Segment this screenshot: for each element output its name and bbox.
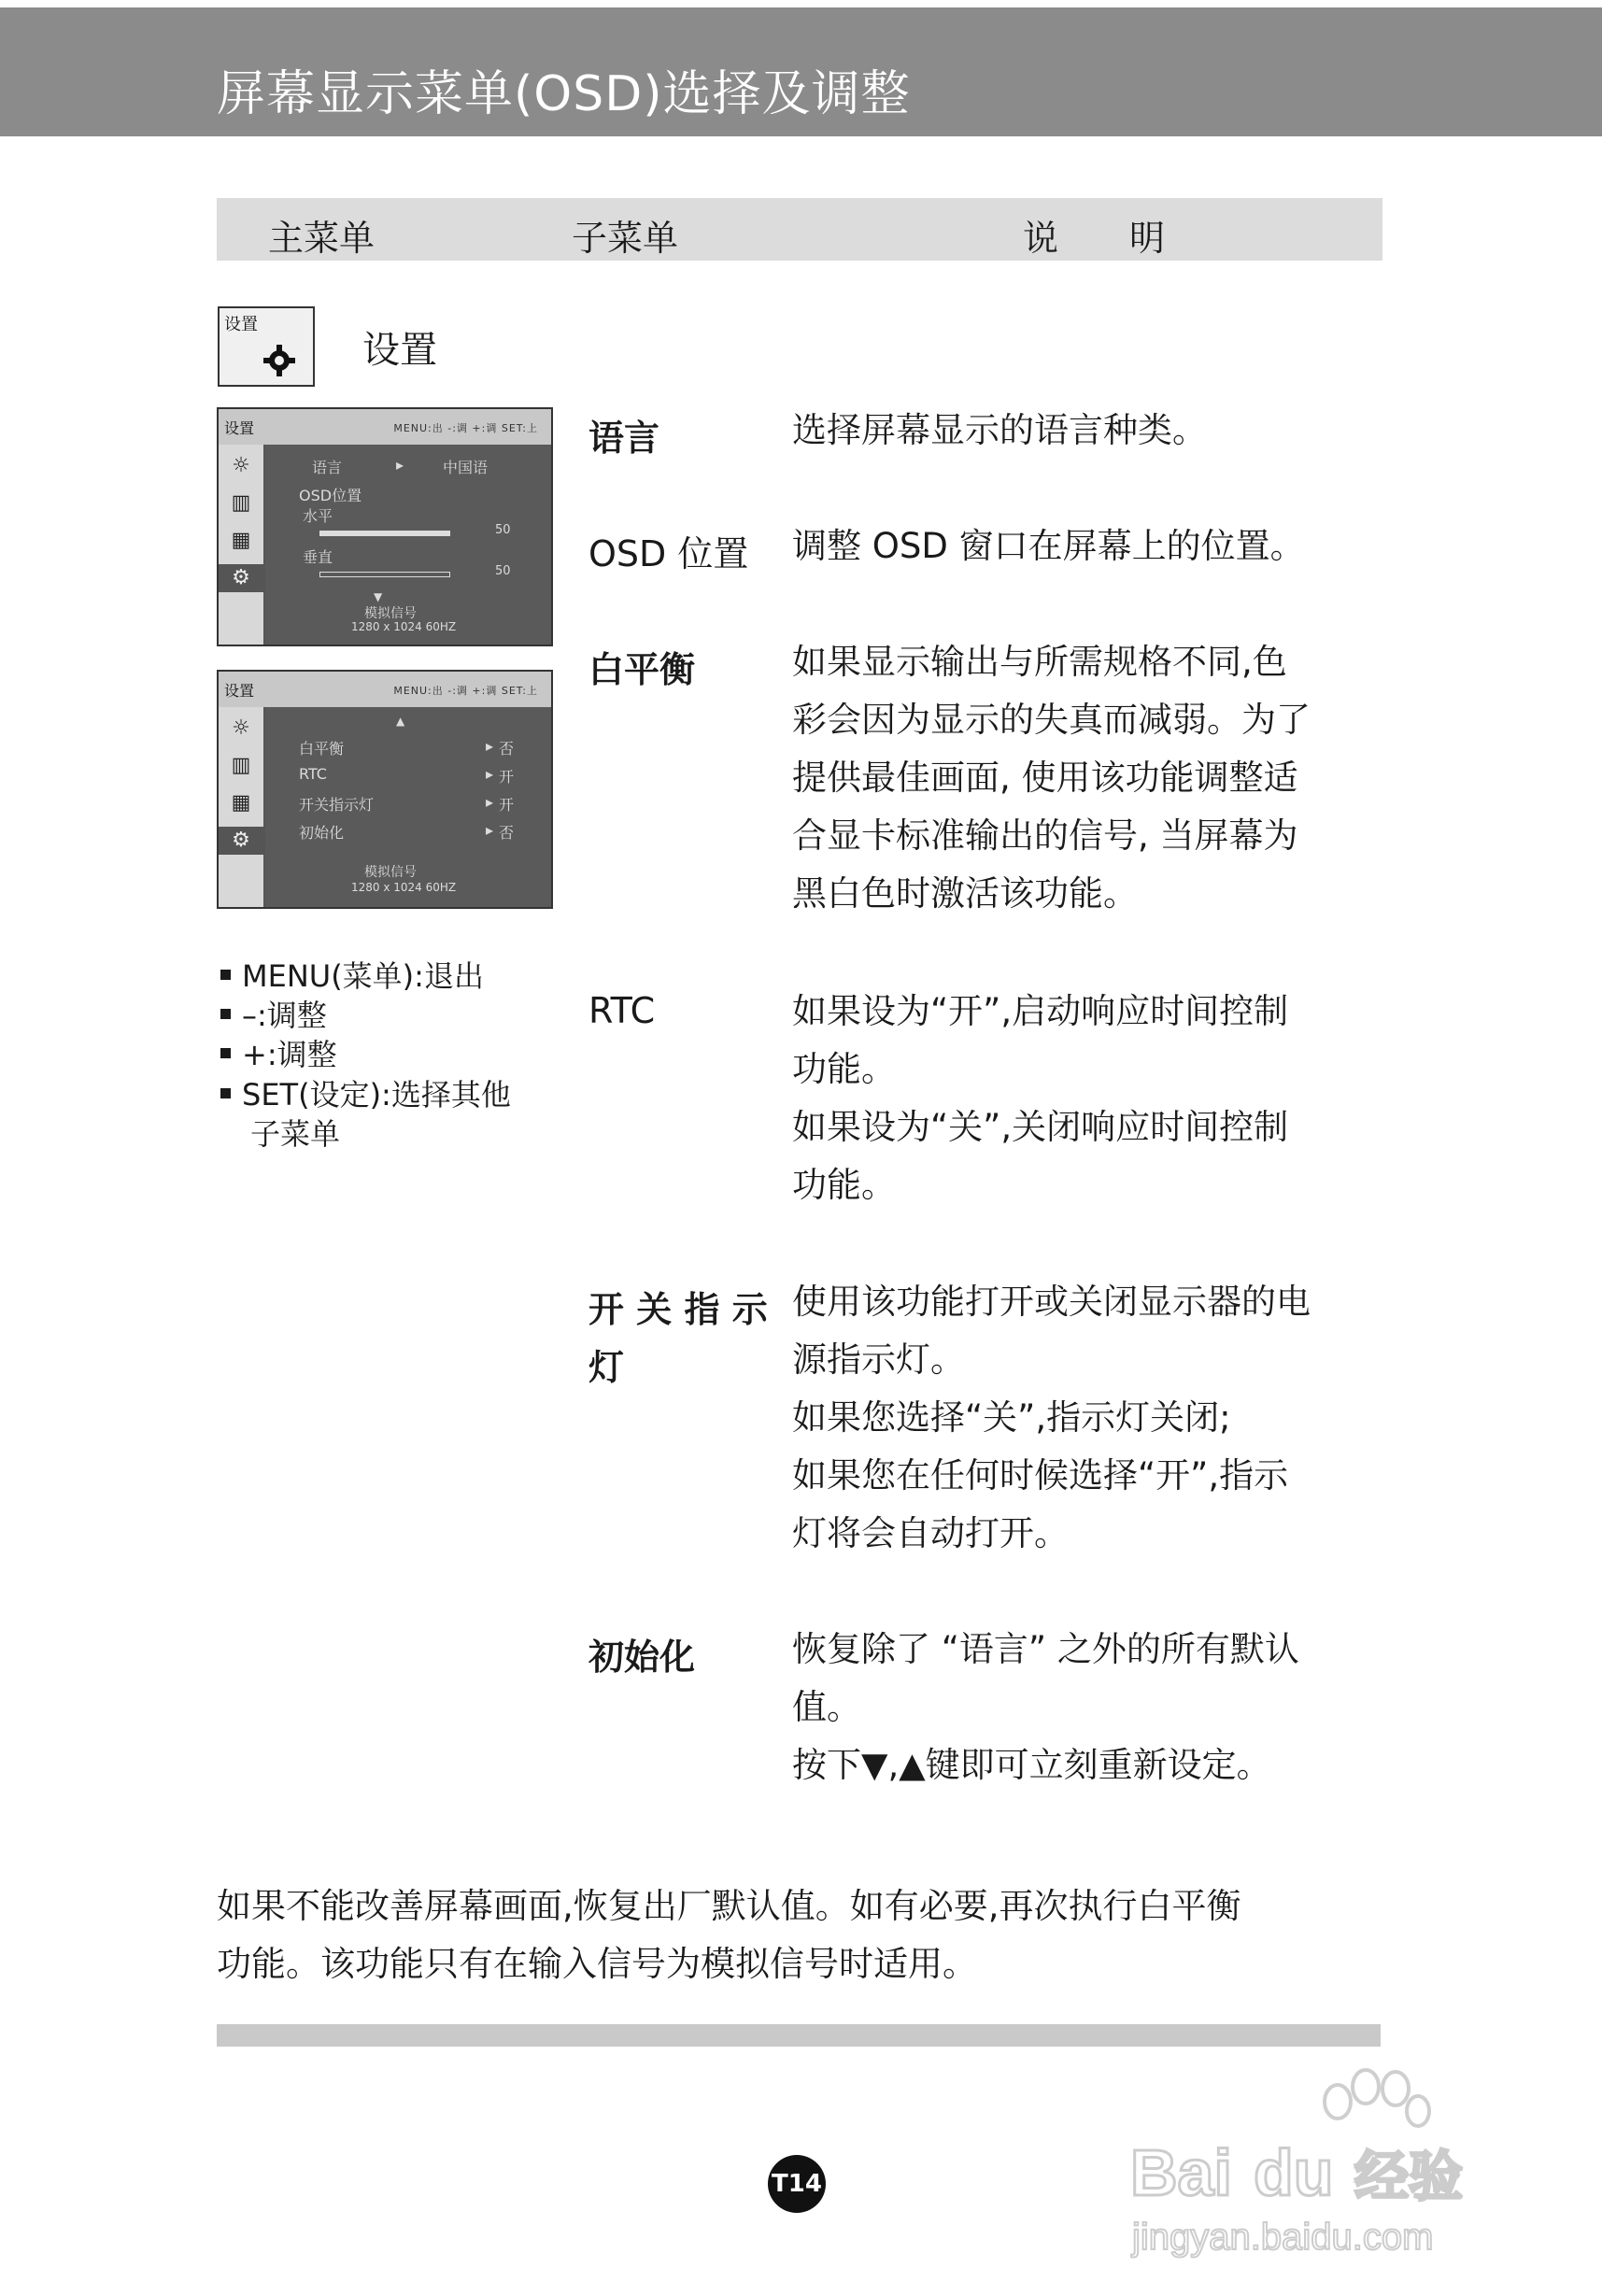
osd-screenshot-misc — [217, 670, 553, 909]
row-desc-reset: 恢复除了 “语言” 之外的所有默认 值。 按下▼,▲键即可立刻重新设定。 — [792, 1629, 1299, 1785]
row-desc-power-indicator: 使用该功能打开或关闭显示器的电 源指示灯。 如果您选择“关”,指示灯关闭; 如果您在任何时候选择“开”,指示 灯将会自动打开。 — [792, 1282, 1311, 1553]
osd-item-osd-position: OSD位置 — [299, 487, 362, 504]
page-title: 屏幕显示菜单(OSD)选择及调整 — [217, 66, 911, 122]
osd-row-value: 开 — [499, 796, 515, 814]
legend-item: SET(设定):选择其他 — [220, 1071, 511, 1114]
horizontal-slider — [319, 531, 450, 536]
page-number: T14 — [768, 2155, 826, 2213]
row-label-rtc: RTC — [588, 990, 656, 1031]
color-icon: ▦ — [231, 529, 251, 552]
row-label-language: 语言 — [588, 418, 660, 459]
osd-row-label: 初始化 — [299, 824, 345, 842]
osd-value-horizontal: 50 — [495, 523, 511, 537]
column-sub-menu: 子菜单 — [572, 218, 679, 259]
osd-title: 设置 — [224, 682, 255, 700]
arrow-down-icon: ▼ — [374, 590, 383, 603]
osd-row-value: 否 — [499, 824, 515, 842]
osd-title: 设置 — [224, 419, 255, 437]
osd-item-horizontal: 水平 — [303, 507, 333, 525]
svg-text:jingyan.baidu.com: jingyan.baidu.com — [1132, 2217, 1434, 2258]
osd-row-label: 白平衡 — [299, 740, 345, 758]
column-main-menu: 主菜单 — [268, 218, 376, 259]
osd-row-label: 开关指示灯 — [299, 796, 375, 814]
legend-item: +:调整 — [220, 1031, 337, 1074]
osd-value-vertical: 50 — [495, 564, 511, 578]
gear-icon — [261, 342, 298, 379]
osd-content — [265, 445, 553, 646]
row-label-reset: 初始化 — [588, 1637, 696, 1678]
legend-item: MENU(菜单):退出 — [220, 953, 484, 996]
osd-title-bar — [219, 409, 551, 446]
row-desc-white-balance: 如果显示输出与所需规格不同,色 彩会因为显示的失真而减弱。为了 提供最佳画面, 使用该功能调整适 合显卡标准输出的信号, 当屏幕为 黑白色时激活该功能。 — [792, 642, 1311, 914]
gear-icon: ⚙ — [219, 827, 263, 855]
gear-icon: ⚙ — [219, 564, 263, 592]
osd-title-bar — [219, 672, 551, 709]
osd-row-label: RTC — [299, 765, 327, 783]
osd-signal: 模拟信号 — [364, 606, 417, 621]
row-desc-rtc: 如果设为“开”,启动响应时间控制 功能。 如果设为“关”,关闭响应时间控制 功能。 — [792, 991, 1289, 1205]
osd-screenshot-position — [217, 407, 553, 646]
osd-button-hints: MENU:出 -:调 +:调 SET:上 — [393, 422, 538, 434]
osd-content — [265, 707, 553, 909]
brightness-icon: ☼ — [232, 454, 250, 477]
section-title: 设置 — [362, 329, 437, 372]
osd-value-language: 中国语 — [443, 459, 489, 476]
column-description: 说 明 — [1023, 218, 1166, 259]
column-header-bar — [217, 198, 1382, 261]
osd-row-value: 开 — [499, 768, 515, 786]
picture-icon: ▥ — [231, 754, 251, 777]
arrow-right-icon: ▸ — [486, 765, 494, 783]
osd-resolution: 1280 x 1024 60HZ — [351, 881, 457, 894]
settings-icon-label: 设置 — [224, 315, 258, 334]
row-desc-osd-position: 调整 OSD 窗口在屏幕上的位置。 — [792, 526, 1305, 566]
osd-sidebar — [219, 707, 265, 909]
baidu-watermark-logo — [1130, 2046, 1523, 2270]
legend-item: –:调整 — [220, 992, 327, 1035]
svg-text:经验: 经验 — [1354, 2145, 1464, 2208]
osd-item-language: 语言 — [312, 459, 343, 476]
row-desc-language: 选择屏幕显示的语言种类。 — [792, 410, 1207, 450]
picture-icon: ▥ — [231, 491, 251, 515]
row-label-osd-position: OSD 位置 — [588, 533, 749, 574]
row-label-white-balance: 白平衡 — [588, 649, 696, 690]
osd-sidebar — [219, 445, 265, 646]
osd-item-vertical: 垂直 — [303, 548, 333, 566]
footer-note: 如果不能改善屏幕画面,恢复出厂默认值。如有必要,再次执行白平衡 功能。该功能只有在输入信号为模拟信号时适用。 — [217, 1886, 1241, 1984]
vertical-slider — [319, 572, 450, 577]
arrow-right-icon: ▸ — [486, 737, 494, 755]
arrow-right-icon: ▸ — [486, 793, 494, 811]
arrow-right-icon: ▸ — [486, 821, 494, 839]
row-label-power-indicator-cont: 灯 — [588, 1347, 625, 1388]
svg-text:du: du — [1254, 2136, 1334, 2209]
osd-row-value: 否 — [499, 740, 515, 758]
row-label-power-indicator: 开 关 指 示 — [588, 1289, 768, 1330]
color-icon: ▦ — [231, 791, 251, 815]
osd-button-hints: MENU:出 -:调 +:调 SET:上 — [393, 685, 538, 697]
bottom-divider — [217, 2024, 1381, 2047]
svg-text:Bai: Bai — [1130, 2136, 1232, 2209]
osd-resolution: 1280 x 1024 60HZ — [351, 620, 457, 633]
arrow-up-icon: ▲ — [396, 715, 405, 728]
legend-item-continued: 子菜单 — [250, 1116, 341, 1152]
arrow-right-icon: ▸ — [396, 456, 404, 474]
brightness-icon: ☼ — [232, 716, 250, 740]
osd-signal: 模拟信号 — [364, 865, 417, 880]
